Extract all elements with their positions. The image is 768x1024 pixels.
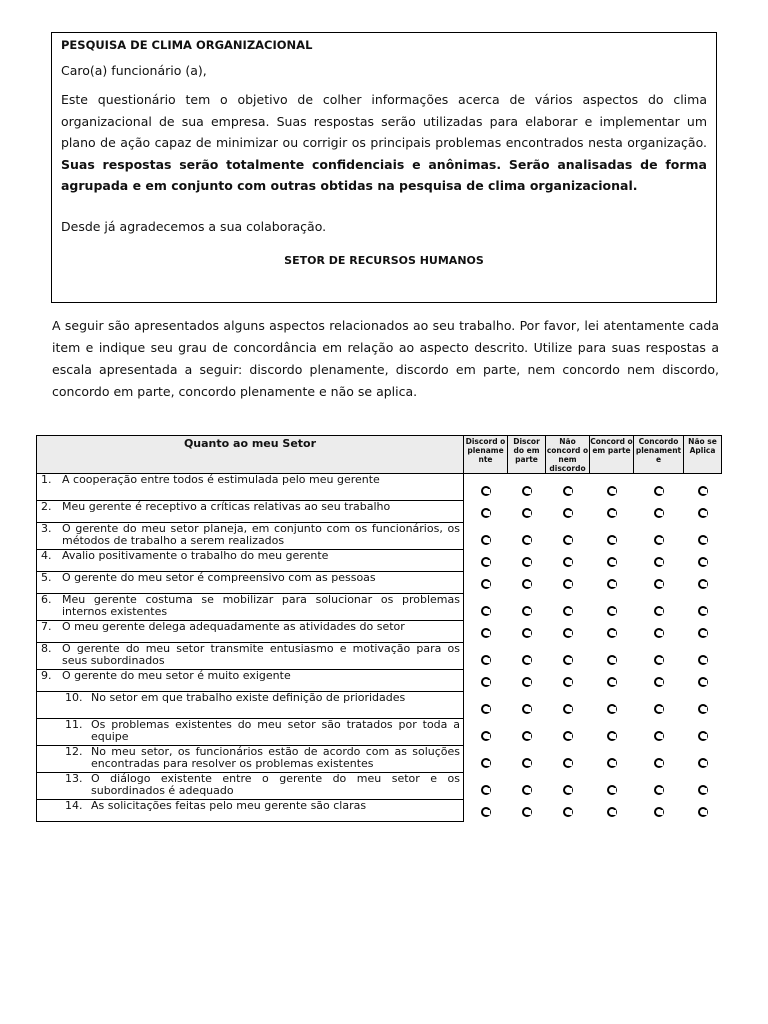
radio-cell xyxy=(590,670,634,692)
radio-cell xyxy=(464,670,508,692)
radio-option[interactable] xyxy=(522,557,532,567)
radio-option[interactable] xyxy=(698,557,708,567)
radio-option[interactable] xyxy=(654,731,664,741)
radio-cell xyxy=(590,800,634,822)
radio-option[interactable] xyxy=(654,655,664,665)
intro-body: Este questionário tem o objetivo de colher informações acerca de vários aspectos do clima organizacional de sua empresa. Suas respostas serão utilizadas para elaborar e implementar um plano de ação capaz de minimizar ou corrigir os principais problemas encontrados nesta organização. xyxy=(61,92,707,150)
radio-cell xyxy=(546,692,590,719)
survey-table xyxy=(36,435,722,822)
radio-option[interactable] xyxy=(654,704,664,714)
radio-option[interactable] xyxy=(481,807,491,817)
radio-option[interactable] xyxy=(481,486,491,496)
radio-option[interactable] xyxy=(563,758,573,768)
radio-cell xyxy=(634,501,684,523)
question-text: No setor em que trabalho existe definição de prioridades xyxy=(91,691,406,704)
radio-cell xyxy=(508,719,546,746)
radio-cell xyxy=(546,572,590,594)
radio-cell xyxy=(464,719,508,746)
scale-header: Discor do em parte xyxy=(508,436,546,474)
radio-cell xyxy=(590,746,634,773)
radio-option[interactable] xyxy=(654,508,664,518)
radio-option[interactable] xyxy=(522,579,532,589)
radio-cell xyxy=(634,474,684,501)
question-number: 8. xyxy=(41,642,52,655)
radio-option[interactable] xyxy=(607,579,617,589)
intro-box xyxy=(51,32,717,303)
radio-cell xyxy=(590,773,634,800)
radio-option[interactable] xyxy=(654,807,664,817)
instructions: A seguir são apresentados alguns aspectos relacionados ao seu trabalho. Por favor, lei atentamente cada item e indique seu grau de concordância em relação ao aspecto descrito. Utilize para suas respostas a escala apresentada a seguir: discordo plenamente, discordo em parte, nem concordo nem discordo, concordo em parte, concordo plenamente e não se aplica. xyxy=(52,318,719,399)
question-row xyxy=(37,719,722,746)
question-text: O meu gerente delega adequadamente as atividades do setor xyxy=(62,620,405,633)
radio-cell xyxy=(464,594,508,621)
question-row xyxy=(37,643,722,670)
radio-option[interactable] xyxy=(698,628,708,638)
radio-option[interactable] xyxy=(607,731,617,741)
scale-header: Não concord o nem discordo xyxy=(546,437,589,473)
radio-cell xyxy=(590,572,634,594)
radio-cell xyxy=(634,643,684,670)
radio-cell xyxy=(464,643,508,670)
question-text: O gerente do meu setor planeja, em conjunto com os funcionários, os métodos de trabalho a serem realizados xyxy=(62,522,460,547)
question-number: 7. xyxy=(41,620,52,633)
radio-cell xyxy=(634,550,684,572)
question-text: No meu setor, os funcionários estão de acordo com as soluções encontradas para resolver os problemas existentes xyxy=(91,745,460,770)
radio-cell xyxy=(546,621,590,643)
radio-cell xyxy=(508,800,546,822)
radio-option[interactable] xyxy=(563,579,573,589)
radio-cell xyxy=(590,643,634,670)
radio-option[interactable] xyxy=(522,731,532,741)
radio-option[interactable] xyxy=(654,677,664,687)
radio-option[interactable] xyxy=(698,606,708,616)
radio-option[interactable] xyxy=(522,704,532,714)
radio-option[interactable] xyxy=(698,785,708,795)
radio-cell xyxy=(546,670,590,692)
radio-option[interactable] xyxy=(481,704,491,714)
radio-cell xyxy=(546,643,590,670)
question-text: Meu gerente costuma se mobilizar para solucionar os problemas internos existentes xyxy=(62,593,460,618)
question-text: O gerente do meu setor transmite entusiasmo e motivação para os seus subordinados xyxy=(62,642,460,667)
question-number: 12. xyxy=(65,745,83,758)
radio-cell xyxy=(684,643,722,670)
radio-option[interactable] xyxy=(607,807,617,817)
radio-option[interactable] xyxy=(698,807,708,817)
question-text: As solicitações feitas pelo meu gerente são claras xyxy=(91,799,367,812)
radio-option[interactable] xyxy=(607,535,617,545)
radio-option[interactable] xyxy=(563,486,573,496)
question-row xyxy=(37,550,722,572)
radio-cell xyxy=(508,572,546,594)
radio-cell xyxy=(684,621,722,643)
question-cell xyxy=(37,523,464,550)
radio-option[interactable] xyxy=(481,628,491,638)
question-row xyxy=(37,474,722,501)
question-text: O gerente do meu setor é compreensivo com as pessoas xyxy=(62,571,376,584)
radio-option[interactable] xyxy=(607,677,617,687)
radio-cell xyxy=(546,719,590,746)
radio-option[interactable] xyxy=(563,628,573,638)
question-cell xyxy=(37,746,464,773)
radio-option[interactable] xyxy=(607,557,617,567)
radio-cell xyxy=(634,572,684,594)
radio-option[interactable] xyxy=(654,758,664,768)
radio-option[interactable] xyxy=(607,704,617,714)
question-cell xyxy=(37,670,464,692)
radio-cell xyxy=(590,550,634,572)
question-row xyxy=(37,572,722,594)
question-number: 11. xyxy=(65,718,83,731)
question-number: 3. xyxy=(41,522,52,535)
radio-option[interactable] xyxy=(563,508,573,518)
radio-cell xyxy=(546,523,590,550)
question-cell xyxy=(37,719,464,746)
thanks-text: Desde já agradecemos a sua colaboração. xyxy=(61,218,327,234)
radio-option[interactable] xyxy=(481,677,491,687)
question-cell xyxy=(37,621,464,643)
radio-cell xyxy=(508,523,546,550)
radio-cell xyxy=(590,621,634,643)
radio-cell xyxy=(508,474,546,501)
radio-cell xyxy=(464,523,508,550)
radio-option[interactable] xyxy=(481,606,491,616)
scale-header: Não se Aplica xyxy=(684,436,722,474)
question-cell xyxy=(37,594,464,621)
question-number: 1. xyxy=(41,473,52,486)
question-row xyxy=(37,621,722,643)
radio-cell xyxy=(634,523,684,550)
signature: SETOR DE RECURSOS HUMANOS xyxy=(284,253,484,267)
question-row xyxy=(37,800,722,822)
radio-option[interactable] xyxy=(698,655,708,665)
radio-cell xyxy=(508,670,546,692)
question-number: 13. xyxy=(65,772,83,785)
radio-option[interactable] xyxy=(607,508,617,518)
radio-option[interactable] xyxy=(698,508,708,518)
question-number: 14. xyxy=(65,799,83,812)
radio-option[interactable] xyxy=(481,731,491,741)
radio-option[interactable] xyxy=(607,655,617,665)
intro-confidentiality: Suas respostas serão totalmente confidenciais e anônimas. Serão analisadas de forma agrupada e em conjunto com outras obtidas na pesquisa de clima organizacional. xyxy=(61,156,707,193)
radio-cell xyxy=(546,550,590,572)
radio-option[interactable] xyxy=(522,677,532,687)
radio-option[interactable] xyxy=(698,677,708,687)
radio-cell xyxy=(590,474,634,501)
radio-option[interactable] xyxy=(522,628,532,638)
question-row xyxy=(37,670,722,692)
radio-option[interactable] xyxy=(522,758,532,768)
radio-cell xyxy=(684,773,722,800)
question-cell xyxy=(37,501,464,523)
radio-option[interactable] xyxy=(607,758,617,768)
radio-option[interactable] xyxy=(563,785,573,795)
radio-cell xyxy=(634,800,684,822)
radio-option[interactable] xyxy=(563,655,573,665)
radio-option[interactable] xyxy=(654,785,664,795)
radio-option[interactable] xyxy=(481,535,491,545)
radio-option[interactable] xyxy=(563,731,573,741)
question-number: 5. xyxy=(41,571,52,584)
radio-cell xyxy=(464,746,508,773)
question-number: 2. xyxy=(41,500,52,513)
question-text: O gerente do meu setor é muito exigente xyxy=(62,669,291,682)
radio-cell xyxy=(684,719,722,746)
radio-cell xyxy=(590,523,634,550)
radio-cell xyxy=(684,523,722,550)
question-row xyxy=(37,692,722,719)
greeting: Caro(a) funcionário (a), xyxy=(61,63,207,78)
scale-header: Concord o em parte xyxy=(590,436,634,474)
radio-cell xyxy=(634,670,684,692)
radio-cell xyxy=(508,773,546,800)
question-text: Meu gerente é receptivo a críticas relativas ao seu trabalho xyxy=(62,500,391,513)
radio-cell xyxy=(508,643,546,670)
radio-option[interactable] xyxy=(522,655,532,665)
radio-cell xyxy=(684,670,722,692)
radio-cell xyxy=(464,773,508,800)
radio-option[interactable] xyxy=(563,606,573,616)
radio-option[interactable] xyxy=(563,807,573,817)
question-number: 6. xyxy=(41,593,52,606)
radio-cell xyxy=(508,550,546,572)
radio-option[interactable] xyxy=(563,704,573,714)
radio-option[interactable] xyxy=(481,557,491,567)
radio-cell xyxy=(634,594,684,621)
radio-cell xyxy=(684,746,722,773)
radio-option[interactable] xyxy=(607,628,617,638)
radio-option[interactable] xyxy=(522,486,532,496)
radio-option[interactable] xyxy=(481,508,491,518)
radio-cell xyxy=(464,501,508,523)
question-cell xyxy=(37,773,464,800)
radio-cell xyxy=(464,800,508,822)
radio-cell xyxy=(464,550,508,572)
radio-option[interactable] xyxy=(522,535,532,545)
radio-cell xyxy=(684,572,722,594)
radio-option[interactable] xyxy=(563,557,573,567)
radio-option[interactable] xyxy=(698,704,708,714)
question-row xyxy=(37,523,722,550)
question-cell xyxy=(37,692,464,719)
question-cell xyxy=(37,572,464,594)
question-text: A cooperação entre todos é estimulada pelo meu gerente xyxy=(62,473,380,486)
radio-cell xyxy=(546,594,590,621)
radio-cell xyxy=(684,474,722,501)
radio-option[interactable] xyxy=(481,758,491,768)
radio-cell xyxy=(508,692,546,719)
radio-cell xyxy=(508,621,546,643)
radio-cell xyxy=(546,474,590,501)
radio-cell xyxy=(684,800,722,822)
question-text: O diálogo existente entre o gerente do meu setor e os subordinados é adequado xyxy=(91,772,460,797)
radio-option[interactable] xyxy=(563,677,573,687)
question-row xyxy=(37,594,722,621)
radio-cell xyxy=(546,773,590,800)
radio-cell xyxy=(684,501,722,523)
radio-cell xyxy=(634,719,684,746)
radio-option[interactable] xyxy=(698,535,708,545)
radio-cell xyxy=(508,746,546,773)
radio-option[interactable] xyxy=(654,557,664,567)
radio-cell xyxy=(590,501,634,523)
radio-cell xyxy=(634,621,684,643)
survey-title: PESQUISA DE CLIMA ORGANIZACIONAL xyxy=(61,38,313,52)
radio-cell xyxy=(684,692,722,719)
radio-option[interactable] xyxy=(654,486,664,496)
radio-option[interactable] xyxy=(698,758,708,768)
question-cell xyxy=(37,800,464,822)
radio-cell xyxy=(684,594,722,621)
radio-option[interactable] xyxy=(607,606,617,616)
scale-header: Discord o plename nte xyxy=(464,436,508,474)
radio-option[interactable] xyxy=(522,785,532,795)
radio-option[interactable] xyxy=(698,579,708,589)
radio-cell xyxy=(684,550,722,572)
question-number: 10. xyxy=(65,691,83,704)
question-row xyxy=(37,773,722,800)
radio-option[interactable] xyxy=(607,486,617,496)
question-cell xyxy=(37,643,464,670)
question-row xyxy=(37,746,722,773)
question-text: Avalio positivamente o trabalho do meu gerente xyxy=(62,549,329,562)
question-number: 4. xyxy=(41,549,52,562)
radio-option[interactable] xyxy=(522,807,532,817)
radio-option[interactable] xyxy=(654,579,664,589)
question-cell xyxy=(37,474,464,501)
radio-option[interactable] xyxy=(481,785,491,795)
radio-option[interactable] xyxy=(654,535,664,545)
question-number: 9. xyxy=(41,669,52,682)
radio-option[interactable] xyxy=(481,579,491,589)
radio-cell xyxy=(590,719,634,746)
radio-cell xyxy=(634,692,684,719)
radio-cell xyxy=(464,474,508,501)
radio-cell xyxy=(546,746,590,773)
intro-paragraph xyxy=(61,89,707,197)
radio-cell xyxy=(464,621,508,643)
radio-option[interactable] xyxy=(654,628,664,638)
radio-option[interactable] xyxy=(607,785,617,795)
radio-option[interactable] xyxy=(522,606,532,616)
radio-option[interactable] xyxy=(698,731,708,741)
radio-option[interactable] xyxy=(481,655,491,665)
radio-cell xyxy=(464,692,508,719)
radio-cell xyxy=(590,692,634,719)
radio-cell xyxy=(546,501,590,523)
radio-option[interactable] xyxy=(522,508,532,518)
radio-cell xyxy=(508,501,546,523)
section-title: Quanto ao meu Setor xyxy=(37,436,464,474)
radio-cell xyxy=(590,594,634,621)
radio-cell xyxy=(634,773,684,800)
question-cell xyxy=(37,550,464,572)
radio-cell xyxy=(508,594,546,621)
radio-cell xyxy=(546,800,590,822)
radio-cell xyxy=(634,746,684,773)
question-row xyxy=(37,501,722,523)
radio-cell xyxy=(464,572,508,594)
radio-option[interactable] xyxy=(563,535,573,545)
radio-option[interactable] xyxy=(654,606,664,616)
scale-header: Concordo plenament e xyxy=(634,436,684,474)
question-text: Os problemas existentes do meu setor são tratados por toda a equipe xyxy=(91,718,460,743)
radio-option[interactable] xyxy=(698,486,708,496)
